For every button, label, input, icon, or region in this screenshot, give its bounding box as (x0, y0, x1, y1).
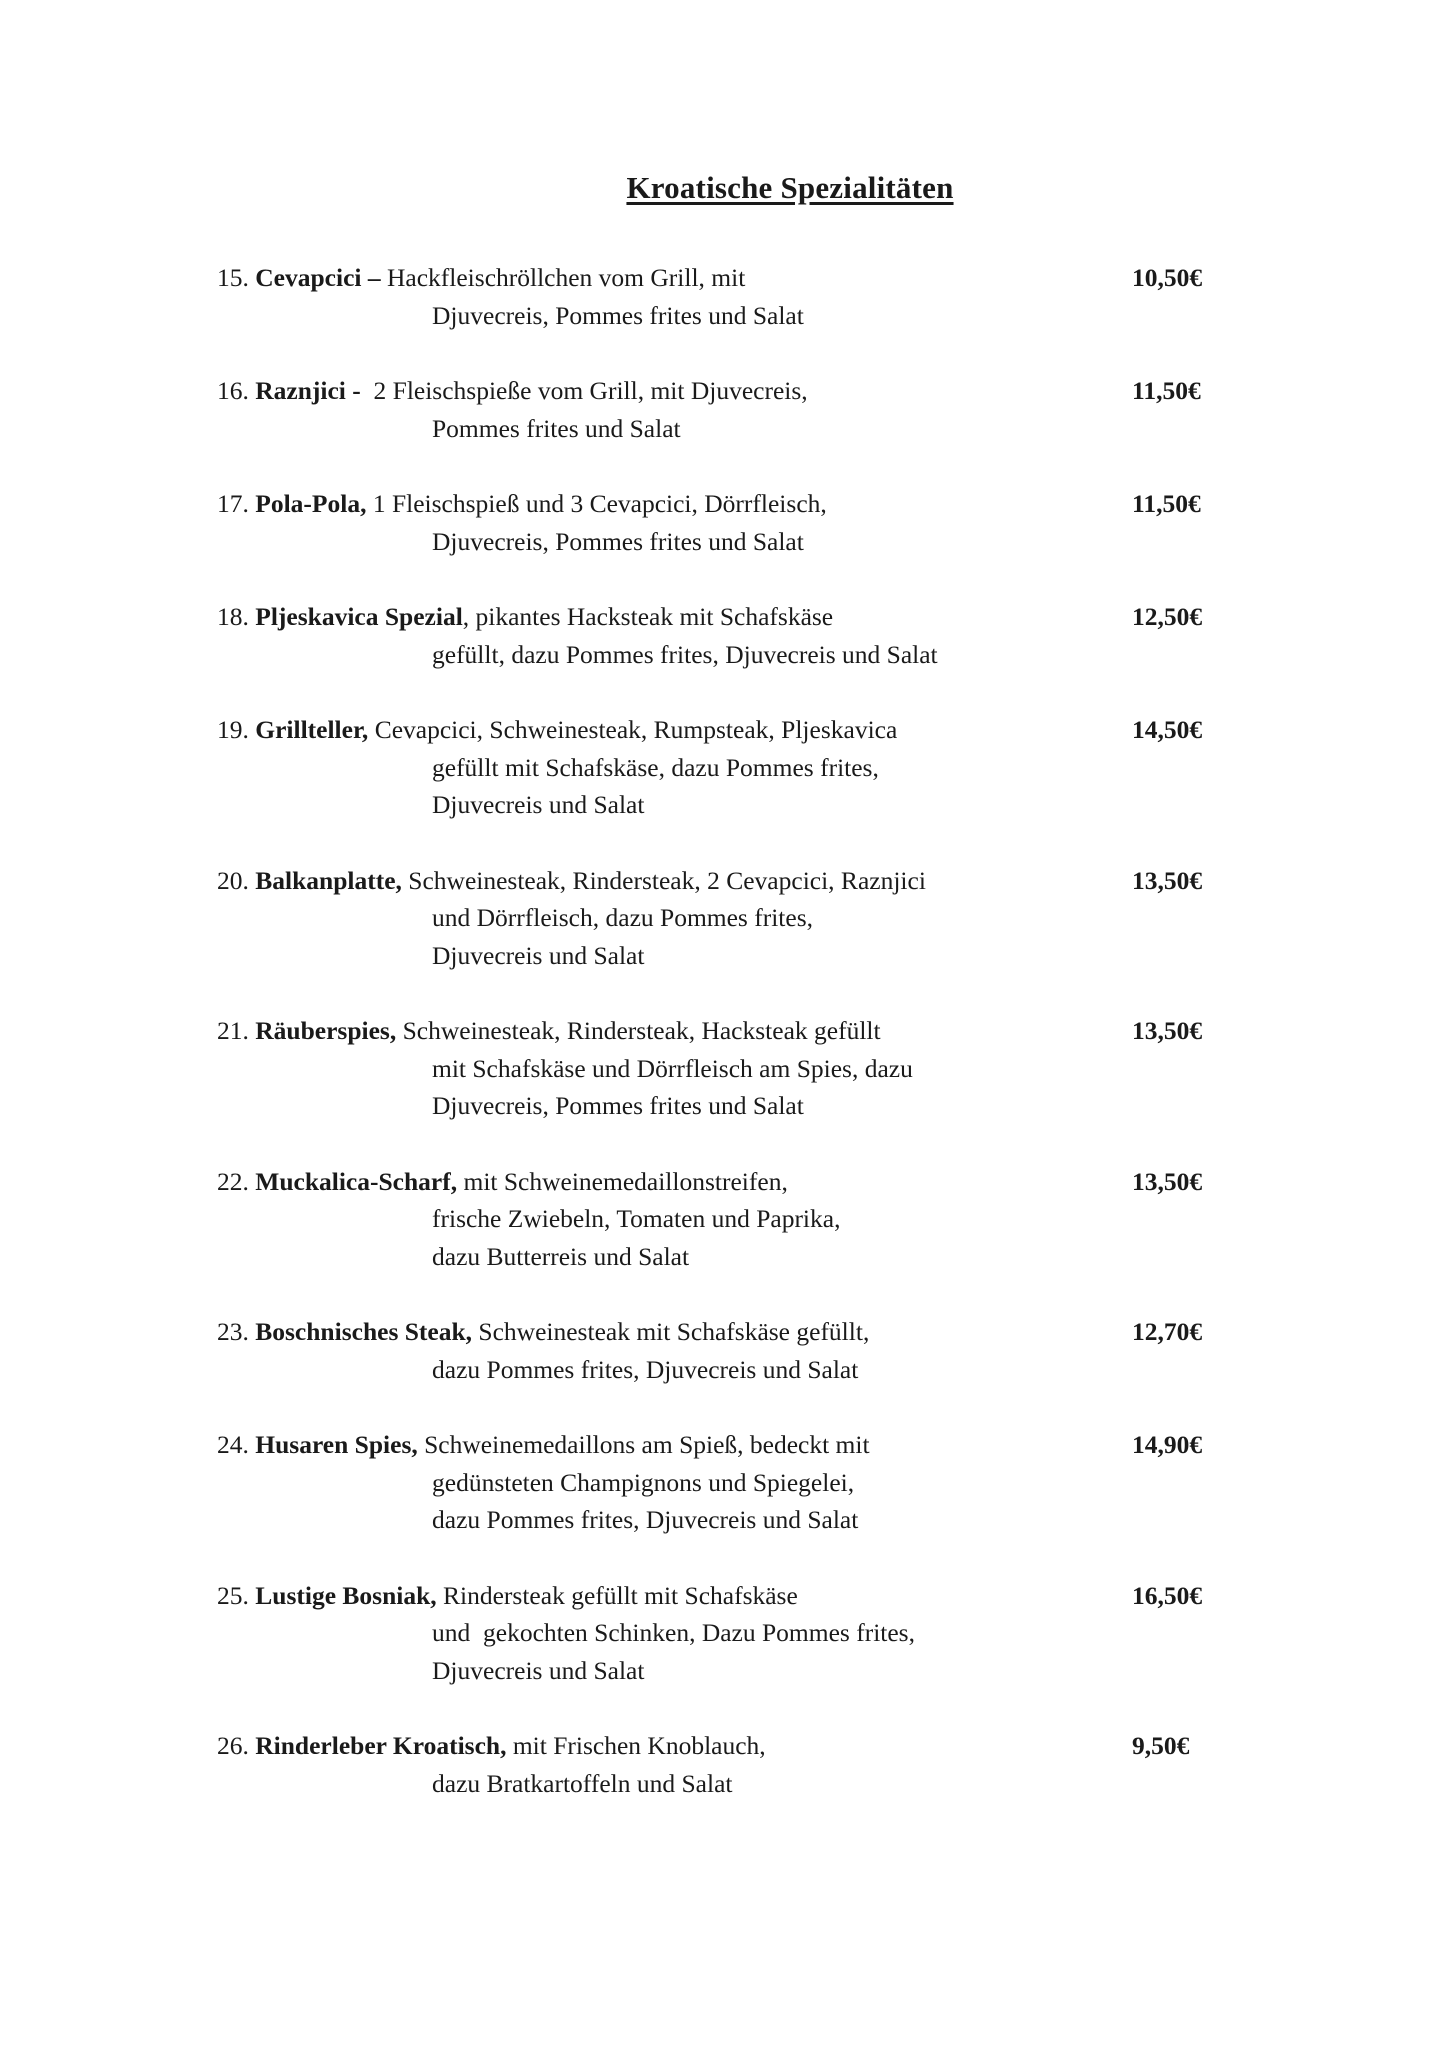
menu-item (217, 485, 1227, 560)
menu-item-description-line: dazu Butterreis und Salat (432, 1241, 690, 1271)
menu-item-description-line: gedünsteten Champignons und Spiegelei, (432, 1467, 855, 1497)
menu-item-number: 20. (217, 865, 249, 895)
menu-item-first-line (217, 372, 1227, 410)
menu-item-description: Rindersteak gefüllt mit Schafskäse (436, 1580, 798, 1610)
menu-item-price: 10,50€ (1132, 263, 1203, 292)
menu-item-description-line: Djuvecreis und Salat (432, 790, 645, 819)
menu-item-description-line: frische Zwiebeln, Tomaten und Paprika, (432, 1204, 841, 1233)
menu-item (217, 711, 1227, 824)
menu-item-description: Schweinemedaillons am Spieß, bedeckt mit (417, 1430, 870, 1459)
menu-item-description-line: dazu Bratkartoffeln und Salat (432, 1768, 733, 1798)
menu-item (217, 598, 1227, 673)
menu-item-first-line (217, 1577, 1227, 1615)
menu-item (217, 1426, 1227, 1539)
menu-item-number: 17. (217, 489, 249, 518)
menu-item-number: 16. (217, 376, 249, 405)
menu-item-number: 22. (217, 1166, 249, 1196)
menu-item-name: Räuberspies, (255, 1016, 397, 1045)
menu-item-description-line: gefüllt, dazu Pommes frites, Djuvecreis und Salat (432, 639, 938, 669)
menu-item-description-line: mit Schafskäse und Dörrfleisch am Spies, dazu (432, 1053, 913, 1083)
menu-item-name: Cevapcici – (255, 263, 381, 292)
menu-item (217, 1163, 1227, 1276)
menu-item-description-line: Djuvecreis und Salat (432, 940, 645, 970)
menu-item-number: 15. (217, 263, 249, 292)
menu-item-first-line (217, 485, 1227, 523)
menu-item-number: 25. (217, 1580, 249, 1610)
menu-item-name: Boschnisches Steak, (255, 1317, 473, 1346)
menu-item-description-line: dazu Pommes frites, Djuvecreis und Salat (432, 1354, 859, 1384)
menu-item-number: 23. (217, 1317, 249, 1346)
menu-item-first-line (217, 1727, 1227, 1765)
menu-item-first-line (217, 862, 1227, 900)
menu-item (217, 372, 1227, 447)
menu-item-description: 1 Fleischspieß und 3 Cevapcici, Dörrfleisch, (366, 489, 827, 518)
menu-item-first-line (217, 1012, 1227, 1050)
menu-item-price: 13,50€ (1132, 1016, 1203, 1045)
menu-item-price: 9,50€ (1132, 1731, 1190, 1760)
menu-item-price: 11,50€ (1132, 376, 1201, 405)
menu-item-description-line: Djuvecreis, Pommes frites und Salat (432, 1091, 804, 1120)
menu-item-description-line: Djuvecreis, Pommes frites und Salat (432, 526, 804, 556)
menu-item-description: Cevapcici, Schweinesteak, Rumpsteak, Pljeskavica (368, 715, 898, 744)
menu-item-name: Grillteller, (255, 715, 369, 744)
menu-item-description: 2 Fleischspieße vom Grill, mit Djuvecreis, (360, 376, 808, 405)
menu-item-first-line (217, 1426, 1227, 1464)
menu-item-name: Husaren Spies, (255, 1430, 418, 1459)
menu-item-name: Balkanplatte, (255, 865, 402, 895)
menu-item-description: Hackfleischröllchen vom Grill, mit (380, 263, 746, 292)
menu-item-number: 19. (217, 715, 249, 744)
menu-item-description: Schweinesteak mit Schafskäse gefüllt, (472, 1317, 870, 1346)
menu-item (217, 1313, 1227, 1388)
menu-item-price: 14,50€ (1132, 715, 1203, 744)
menu-item-number: 24. (217, 1430, 249, 1459)
menu-item-description: Schweinesteak, Rindersteak, Hacksteak gefüllt (396, 1016, 881, 1045)
menu-item (217, 259, 1227, 334)
page-title: Kroatische Spezialitäten (626, 170, 954, 205)
menu-item (217, 1727, 1227, 1802)
menu-item-description-line: dazu Pommes frites, Djuvecreis und Salat (432, 1505, 859, 1534)
menu-item-number: 26. (217, 1731, 249, 1760)
menu-item-description: , pikantes Hacksteak mit Schafskäse (462, 602, 834, 631)
menu-item-description-line: Djuvecreis, Pommes frites und Salat (432, 300, 804, 330)
menu-item-number: 18. (217, 602, 249, 631)
menu-item-description: Schweinesteak, Rindersteak, 2 Cevapcici, Raznjici (401, 865, 926, 895)
menu-item-first-line (217, 711, 1227, 749)
menu-item-price: 11,50€ (1132, 489, 1201, 518)
menu-item-first-line (217, 598, 1227, 636)
menu-item (217, 1577, 1227, 1690)
menu-item-description-line: Djuvecreis und Salat (432, 1655, 645, 1685)
menu-item-name: Raznjici - (255, 376, 361, 405)
menu-item-first-line (217, 259, 1227, 297)
menu-item-price: 12,50€ (1132, 602, 1203, 631)
menu-item-price: 13,50€ (1132, 1166, 1203, 1196)
menu-item-name: Rinderleber Kroatisch, (255, 1731, 507, 1760)
menu-item-description: mit Frischen Knoblauch, (506, 1731, 766, 1760)
menu-item-description-line: und gekochten Schinken, Dazu Pommes frites, (432, 1618, 915, 1647)
menu-item-price: 16,50€ (1132, 1580, 1203, 1610)
menu-item-number: 21. (217, 1016, 249, 1045)
menu-item-name: Lustige Bosniak, (255, 1580, 437, 1610)
menu-item-name: Muckalica-Scharf, (255, 1166, 458, 1196)
menu-item (217, 1012, 1227, 1125)
menu-item-price: 13,50€ (1132, 865, 1203, 895)
menu-item-first-line (217, 1163, 1227, 1201)
menu-item-description-line: und Dörrfleisch, dazu Pommes frites, (432, 903, 813, 932)
menu-item-description-line: Pommes frites und Salat (432, 413, 681, 443)
menu-item-description-line: gefüllt mit Schafskäse, dazu Pommes frites, (432, 752, 879, 782)
menu-item-first-line (217, 1313, 1227, 1351)
menu-item-name: Pljeskavica Spezial (255, 602, 463, 631)
menu-list (217, 259, 1227, 1802)
menu-item-price: 14,90€ (1132, 1430, 1203, 1459)
menu-item-price: 12,70€ (1132, 1317, 1203, 1346)
menu-item (217, 862, 1227, 975)
menu-item-name: Pola-Pola, (255, 489, 367, 518)
menu-item-description: mit Schweinemedaillonstreifen, (457, 1166, 788, 1196)
